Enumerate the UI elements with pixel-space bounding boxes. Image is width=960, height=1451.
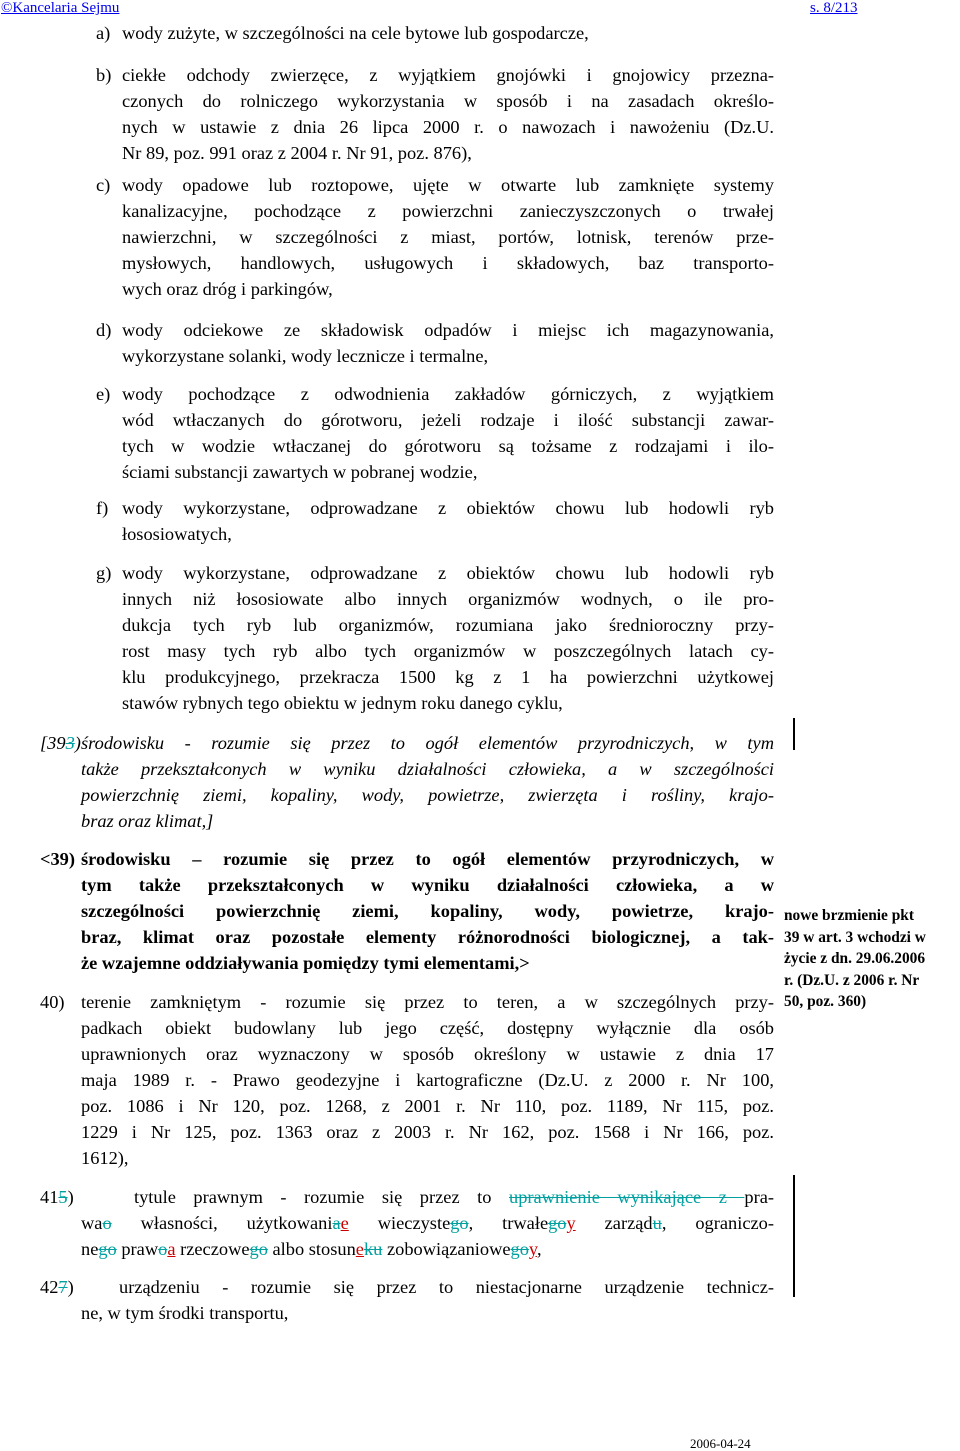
old-definition-39 xyxy=(40,730,774,834)
definition-42 xyxy=(40,1274,774,1326)
item-line: łososiowatych, xyxy=(122,524,232,544)
text-line: 1229 i Nr 125, poz. 1363 oraz z 2003 r. Nr 162, poz. 1568 i Nr 166, poz. xyxy=(81,1122,774,1142)
text-line: braz oraz klimat,] xyxy=(81,811,214,831)
item-line: wody pochodzące z odwodnienia zakładów górniczych, z wyjątkiem xyxy=(122,384,774,404)
text-line: powierzchnię ziemi, kopaliny, wody, powietrze, zwierzęta i rośliny, krajo- xyxy=(81,785,774,805)
margin-note-line: 39 w art. 3 wchodzi w xyxy=(784,928,926,946)
item-41-line-2: wao własności, użytkowaniae wieczystego, trwałegoy zarządu, ograniczo- xyxy=(81,1213,774,1233)
item-line: rost masy tych ryb albo tych organizmów w poszczególnych latach cy- xyxy=(122,641,774,661)
item-text xyxy=(96,381,774,485)
item-line: tych w wodzie wtłaczanej do górotworu są tożsame z rodzajami i ilo- xyxy=(122,436,774,456)
margin-note-line: nowe brzmienie pkt xyxy=(784,907,914,924)
item-line: wody zużyte, w szczególności na cele bytowe lub gospodarcze, xyxy=(122,23,589,43)
item-line: czonych do rolniczego wykorzystania w sposób i na zasadach określo- xyxy=(122,91,774,111)
text-line: także przekształconych w wyniku działalności człowieka, a w szczególności xyxy=(81,759,774,779)
item-41-line-1: tytule prawnym - rozumie się przez to uprawnienie wynikające z pra- xyxy=(134,1187,774,1207)
item-text xyxy=(96,20,774,46)
margin-note-line: życie z dn. 29.06.2006 xyxy=(784,950,926,968)
footer-date: 2006-04-24 xyxy=(690,1436,751,1451)
text-line: tym także przekształconych w wyniku działalności człowieka, a w xyxy=(81,875,774,895)
item-40-text xyxy=(40,989,774,1171)
text-line: uprawnionych oraz wyznaczony w sposób określony w ustawie z dnia 17 xyxy=(81,1044,774,1064)
item-line: kanalizacyjne, pochodzące z powierzchni zanieczyszczonych o trwałej xyxy=(122,201,774,221)
item-marker: a) xyxy=(96,23,111,43)
item-line: innych niż łososiowate albo innych organizmów wodnych, o ile pro- xyxy=(122,589,774,609)
text-line: że wzajemne oddziaływania pomiędzy tymi elementami,> xyxy=(81,953,530,973)
item-d xyxy=(96,317,774,369)
item-marker: e) xyxy=(96,384,111,404)
item-line: klu produkcyjnego, przekracza 1500 kg z 1 ha powierzchni użytkowej xyxy=(122,667,774,687)
text-line: 1612), xyxy=(81,1148,129,1168)
item-marker: f) xyxy=(96,498,109,518)
text-line: padkach obiekt budowlany lub jego część, dostępny wyłącznie dla osób xyxy=(81,1018,774,1038)
item-line: stawów rybnych tego obiektu w jednym roku danego cyklu, xyxy=(122,693,563,713)
header-source-link[interactable] xyxy=(1,0,119,17)
item-line: mysłowych, handlowych, usługowych i składowych, baz transporto- xyxy=(122,253,774,273)
item-line: wody opadowe lub roztopowe, ujęte w otwarte lub zamknięte systemy xyxy=(122,175,774,195)
item-line: wody wykorzystane, odprowadzane z obiektów chowu lub hodowli ryb xyxy=(122,563,774,583)
item-marker: g) xyxy=(96,563,112,583)
change-bar-old-39 xyxy=(793,718,795,750)
new-39-marker: <39) xyxy=(40,849,75,869)
header-source-text[interactable]: ©Kancelaria Sejmu xyxy=(1,0,120,16)
item-line: ciekłe odchody zwierzęce, z wyjątkiem gnojówki i gnojowicy przezna- xyxy=(122,65,774,85)
item-line: wody wykorzystane, odprowadzane z obiektów chowu lub hodowli ryb xyxy=(122,498,774,518)
header-page-text: s. 8/213 xyxy=(810,0,858,16)
item-b xyxy=(96,62,774,166)
definition-40 xyxy=(40,989,774,1171)
item-text xyxy=(96,560,774,716)
item-line: wody odciekowe ze składowisk odpadów i miejsc ich magazynowania, xyxy=(122,320,774,340)
item-a xyxy=(96,20,774,46)
header-page-number xyxy=(810,0,858,17)
item-text xyxy=(96,495,774,547)
item-line: nawierzchni, w szczególności z miast, portów, lotnisk, terenów prze- xyxy=(122,227,774,247)
change-bar-41-42 xyxy=(793,1175,795,1297)
item-41-marker: 415) xyxy=(40,1187,74,1207)
item-line: dukcja tych ryb lub organizmów, rozumiana jako średnioroczny przy- xyxy=(122,615,774,635)
definition-41 xyxy=(40,1184,774,1262)
item-line: wód wtłaczanych do górotworu, jeżeli rodzaje i ilość substancji zawar- xyxy=(122,410,774,430)
item-c xyxy=(96,172,774,302)
margin-note xyxy=(784,905,960,1013)
item-marker: b) xyxy=(96,65,112,85)
item-f xyxy=(96,495,774,547)
item-text xyxy=(96,62,774,166)
item-42-line-2: ne, w tym środki transportu, xyxy=(81,1303,289,1323)
item-text xyxy=(96,317,774,369)
new-39-text xyxy=(40,846,774,976)
text-line: poz. 1086 i Nr 120, poz. 1268, z 2001 r. Nr 110, poz. 1189, Nr 115, poz. xyxy=(81,1096,774,1116)
item-line: ściami substancji zawartych w pobranej wodzie, xyxy=(122,462,478,482)
item-line: wykorzystane solanki, wody lecznicze i termalne, xyxy=(122,346,489,366)
item-marker: d) xyxy=(96,320,112,340)
old-39-marker: [393) xyxy=(40,733,81,753)
text-line: środowisku - rozumie się przez to ogół elementów przyrodniczych, w tym xyxy=(81,733,774,753)
item-marker: c) xyxy=(96,175,111,195)
margin-note-line: 50, poz. 360) xyxy=(784,993,867,1011)
item-line: wych oraz dróg i parkingów, xyxy=(122,279,333,299)
item-line: Nr 89, poz. 991 oraz z 2004 r. Nr 91, poz. 876), xyxy=(122,143,472,163)
old-39-text xyxy=(40,730,774,834)
item-text xyxy=(96,172,774,302)
text-line: środowisku – rozumie się przez to ogół elementów przyrodniczych, w xyxy=(81,849,774,869)
new-definition-39 xyxy=(40,846,774,976)
text-line: szczególności powierzchnię ziemi, kopaliny, wody, powietrze, krajo- xyxy=(81,901,774,921)
item-41-line-3: nego prawoa rzeczowego albo stosuneku zobowiązaniowegoy, xyxy=(81,1239,542,1259)
text-line: braz, klimat oraz pozostałe elementy różnorodności biologicznej, a tak- xyxy=(81,927,774,947)
margin-note-line: r. (Dz.U. z 2006 r. Nr xyxy=(784,971,920,989)
item-40-marker: 40) xyxy=(40,992,65,1012)
item-line: nych w ustawie z dnia 26 lipca 2000 r. o nawozach i nawożeniu (Dz.U. xyxy=(122,117,774,137)
item-e xyxy=(96,381,774,485)
item-42-line-1: urządzeniu - rozumie się przez to niestacjonarne urządzenie technicz- xyxy=(119,1277,774,1297)
item-41-text xyxy=(40,1184,774,1262)
text-line: terenie zamkniętym - rozumie się przez to teren, a w szczególnych przy- xyxy=(81,992,774,1012)
item-g xyxy=(96,560,774,716)
item-42-text xyxy=(40,1274,774,1326)
text-line: maja 1989 r. - Prawo geodezyjne i kartograficzne (Dz.U. z 2000 r. Nr 100, xyxy=(81,1070,774,1090)
item-42-marker: 427) xyxy=(40,1277,74,1297)
